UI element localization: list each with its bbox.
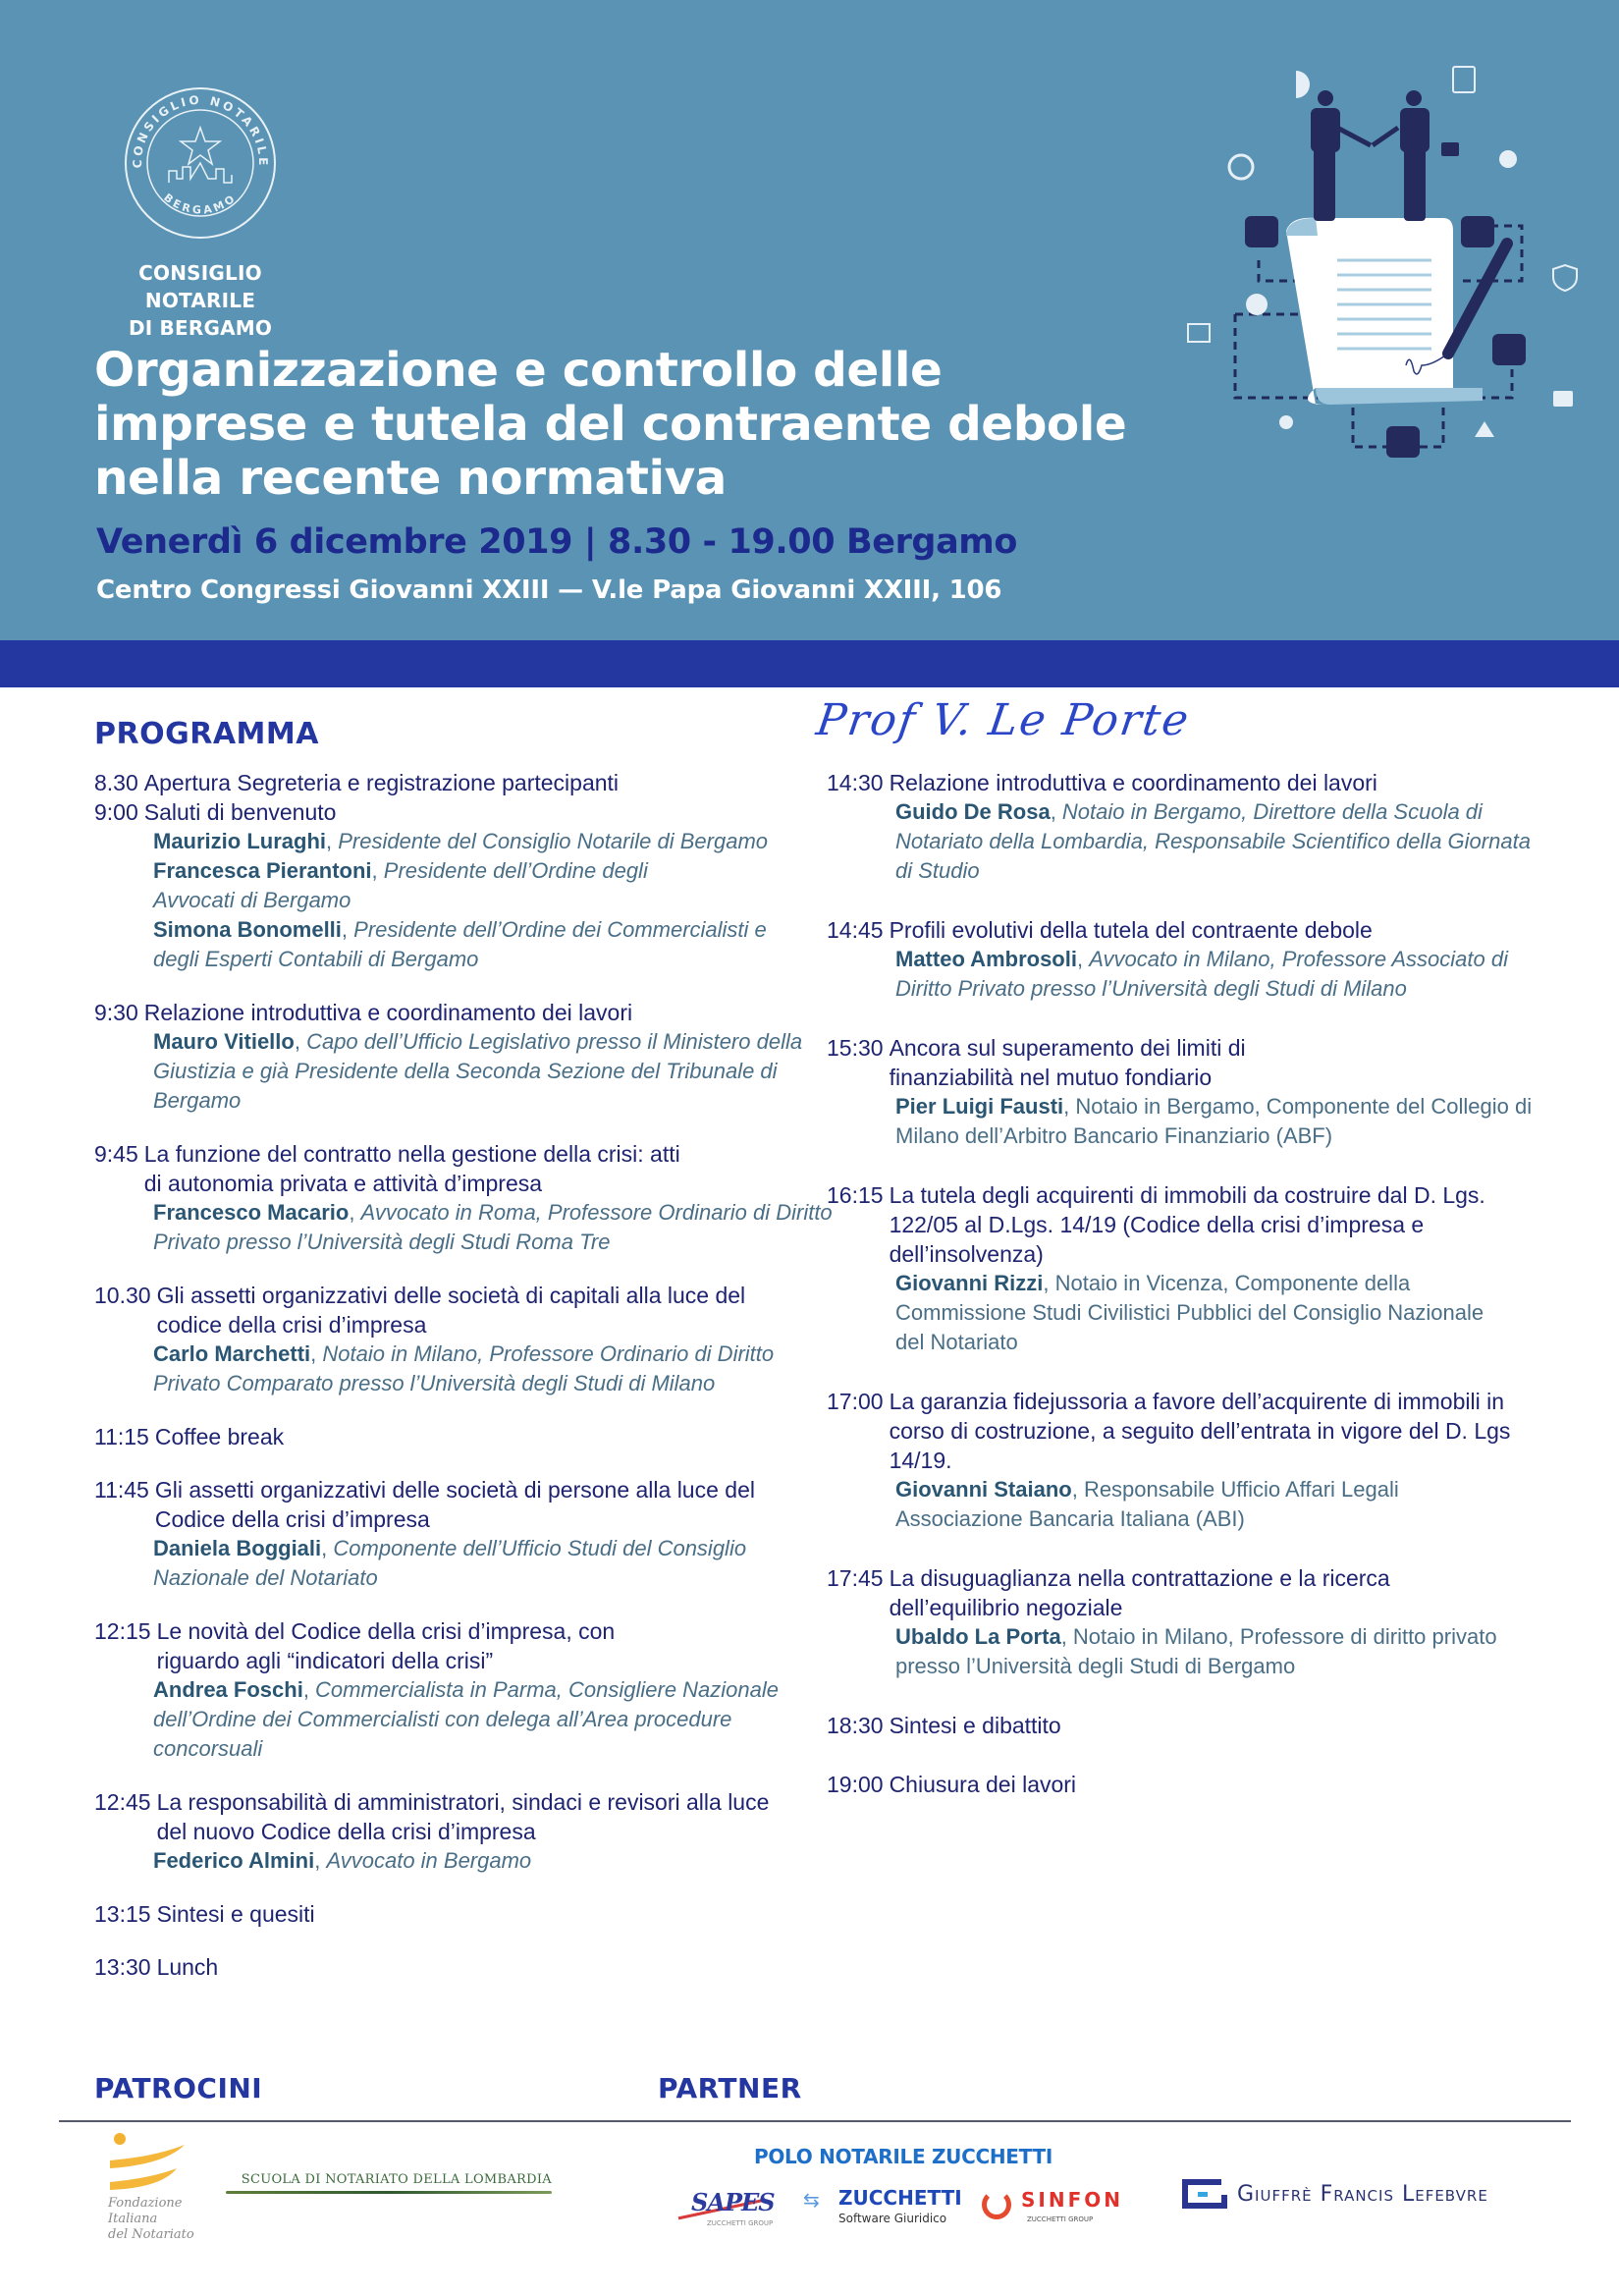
program-heading: PROGRAMMA — [94, 717, 319, 751]
notarial-seal-icon — [122, 84, 279, 242]
fondazione-notariato-text: Fondazione Italiana del Notariato — [108, 2196, 194, 2242]
speaker: Guido De Rosa, Notaio in Bergamo, Direttore della Scuola di Notariato della Lombardia, Responsabile Scientifico della Giornata di Studio — [895, 799, 1531, 883]
event-date-time: Venerdì 6 dicembre 2019 | 8.30 - 19.00 Bergamo — [96, 522, 1018, 562]
program-item: 14:30 Relazione introduttiva e coordinamento dei lavori Guido De Rosa, Notaio in Bergamo, Direttore della Scuola di Notariato della Lombardia, Responsabile Scientifico della Giornata di Studio — [827, 768, 1543, 886]
program-item: 9:30 Relazione introduttiva e coordinamento dei lavori Mauro Vitiello, Capo dell’Ufficio Legislativo presso il Ministero della Giustizia e già Presidente della Seconda Sezione del Tribunale di Bergamo — [94, 998, 840, 1116]
footer-divider — [59, 2120, 1571, 2122]
program-item: 17:45 La disuguaglianza nella contrattazione e la ricerca dell’equilibrio negoziale Ubaldo La Porta, Notaio in Milano, Professore di diritto privato presso l’Università degli Studi di Bergamo — [827, 1563, 1543, 1681]
program-item: 18:30 Sintesi e dibattito — [827, 1713, 1061, 1738]
program-item: 9:00 Saluti di benvenuto Maurizio Luraghi, Presidente del Consiglio Notarile di Bergamo Francesca Pierantoni, Presidente dell’Ordine degli Avvocati di Bergamo Simona Bonomelli, Presidente dell’Ordine dei Commercialisti e degli Esperti Contabili di Bergamo — [94, 797, 840, 974]
zucchetti-arrows-icon: ⇆ — [803, 2188, 820, 2212]
speaker: Ubaldo La Porta, Notaio in Milano, Professore di diritto privato presso l’Università degli Studi di Bergamo — [895, 1624, 1497, 1678]
speaker: Federico Almini, Avvocato in Bergamo — [153, 1848, 532, 1873]
sapes-logo: SAPES ZUCCHETTI GROUP — [677, 2188, 776, 2231]
speaker: Giovanni Rizzi, Notaio in Vicenza, Componente della Commissione Studi Civilistici Pubblici del Consiglio Nazionale del Notariato — [895, 1271, 1484, 1354]
speaker: Giovanni Staiano, Responsabile Ufficio Affari Legali Associazione Bancaria Italiana (ABI) — [895, 1477, 1399, 1531]
header-divider-band — [0, 640, 1619, 687]
speaker: Maurizio Luraghi, Presidente del Consiglio Notarile di Bergamo — [153, 829, 769, 853]
program-item: 8.30 Apertura Segreteria e registrazione partecipanti — [94, 770, 620, 795]
program-item: 14:45 Profili evolutivi della tutela del contraente debole Matteo Ambrosoli, Avvocato in Milano, Professore Associato di Diritto Privato presso l’Università degli Studi di Milano — [827, 915, 1543, 1004]
giuffre-mark-icon — [1182, 2179, 1221, 2209]
polo-notarile-title: POLO NOTARILE ZUCCHETTI — [754, 2145, 1052, 2168]
partner-heading: PARTNER — [658, 2072, 802, 2105]
speaker: Francesca Pierantoni, Presidente dell’Ordine degli Avvocati di Bergamo — [153, 858, 648, 912]
svg-text:CONSIGLIO NOTARILE: CONSIGLIO NOTARILE — [130, 92, 271, 169]
speaker: Pier Luigi Fausti, Notaio in Bergamo, Componente del Collegio di Milano dell’Arbitro Bancario Finanziario (ABF) — [895, 1094, 1533, 1148]
organization-name: CONSIGLIO NOTARILE DI BERGAMO — [128, 261, 273, 340]
program-item: 15:30 Ancora sul superamento dei limiti di finanziabilità nel mutuo fondiario Pier Luigi Fausti, Notaio in Bergamo, Componente del Collegio di Milano dell’Arbitro Bancario Finanziario (ABF) — [827, 1033, 1543, 1151]
program-column-morning — [94, 768, 840, 2005]
program-item: 12:15 Le novità del Codice della crisi d’impresa, con riguardo agli “indicatori della crisi” Andrea Foschi, Commercialista in Parma, Consigliere Nazionale dell’Ordine dei Commercialisti con delega all’Area procedure concorsuali — [94, 1616, 840, 1764]
program-item: 17:00 La garanzia fidejussoria a favore dell’acquirente di immobili in corso di costruzione, a seguito dell’entrata in vigore del D. Lgs 14/19. Giovanni Staiano, Responsabile Ufficio Affari Legali Associazione Bancaria Italiana (ABI) — [827, 1387, 1543, 1534]
speaker: Andrea Foschi, Commercialista in Parma, Consigliere Nazionale dell’Ordine dei Commercialisti con delega all’Area procedure concorsuali — [153, 1677, 780, 1761]
speaker: Simona Bonomelli, Presidente dell’Ordine dei Commercialisti e degli Esperti Contabili di Bergamo — [153, 917, 767, 971]
speaker: Matteo Ambrosoli, Avvocato in Milano, Professore Associato di Diritto Privato presso l’Università degli Studi di Milano — [895, 947, 1508, 1001]
program-item: 13:15 Sintesi e quesiti — [94, 1901, 315, 1927]
speaker: Francesco Macario, Avvocato in Roma, Professore Ordinario di Diritto Privato presso l’Università degli Studi Roma Tre — [153, 1200, 833, 1254]
handwritten-annotation: Prof V. Le Porte — [813, 695, 1194, 745]
giuffre-logo: Giuffrè Francis Lefebvre — [1182, 2179, 1488, 2209]
program-item: 10.30 Gli assetti organizzativi delle società di capitali alla luce del codice della crisi d’impresa Carlo Marchetti, Notaio in Milano, Professore Ordinario di Diritto Privato Comparato presso l’Università degli Studi di Milano — [94, 1281, 840, 1398]
svg-text:BERGAMO: BERGAMO — [161, 191, 240, 217]
sinfon-ring-icon — [982, 2190, 1011, 2219]
program-column-afternoon — [827, 768, 1543, 1823]
header-banner — [0, 0, 1619, 640]
scuola-underline-icon — [226, 2191, 552, 2194]
program-item: 19:00 Chiusura dei lavori — [827, 1772, 1077, 1797]
program-item: 11:45 Gli assetti organizzativi delle società di persone alla luce del Codice della crisi d’impresa Daniela Boggiali, Componente dell’Ufficio Studi del Consiglio Nazionale del Notariato — [94, 1475, 840, 1593]
speaker: Daniela Boggiali, Componente dell’Ufficio Studi del Consiglio Nazionale del Notariato — [153, 1536, 747, 1590]
event-title: Organizzazione e controllo delle imprese e tutela del contraente debole nella recente normativa — [94, 343, 1127, 506]
speaker: Carlo Marchetti, Notaio in Milano, Professore Ordinario di Diritto Privato Comparato presso l’Università degli Studi di Milano — [153, 1341, 775, 1395]
fondazione-notariato-logo-icon — [106, 2131, 214, 2200]
program-item: 12:45 La responsabilità di amministratori, sindaci e revisori alla luce del nuovo Codice della crisi d’impresa Federico Almini, Avvocato in Bergamo — [94, 1787, 840, 1876]
speaker: Mauro Vitiello, Capo dell’Ufficio Legislativo presso il Ministero della Giustizia e già Presidente della Seconda Sezione del Tribunale di Bergamo — [153, 1029, 803, 1113]
program-item: 16:15 La tutela degli acquirenti di immobili da costruire dal D. Lgs. 122/05 al D.Lgs. 14/19 (Codice della crisi d’impresa e dell’insolvenza) Giovanni Rizzi, Notaio in Vicenza, Componente della Commissione Studi Civilistici Pubblici del Consiglio Nazionale del Notariato — [827, 1180, 1543, 1357]
event-venue: Centro Congressi Giovanni XXIII — V.le Papa Giovanni XXIII, 106 — [96, 575, 1002, 605]
program-item: 11:15 Coffee break — [94, 1424, 285, 1449]
scuola-notariato-logo: SCUOLA DI NOTARIATO DELLA LOMBARDIA — [226, 2172, 552, 2194]
contract-handshake-illustration — [1168, 49, 1600, 471]
program-item: 9:45 La funzione del contratto nella gestione della crisi: atti di autonomia privata e attività d’impresa Francesco Macario, Avvocato in Roma, Professore Ordinario di Diritto Privato presso l’Università degli Studi Roma Tre — [94, 1139, 840, 1257]
program-item: 13:30 Lunch — [94, 1954, 219, 1980]
patrocini-heading: PATROCINI — [94, 2072, 263, 2105]
